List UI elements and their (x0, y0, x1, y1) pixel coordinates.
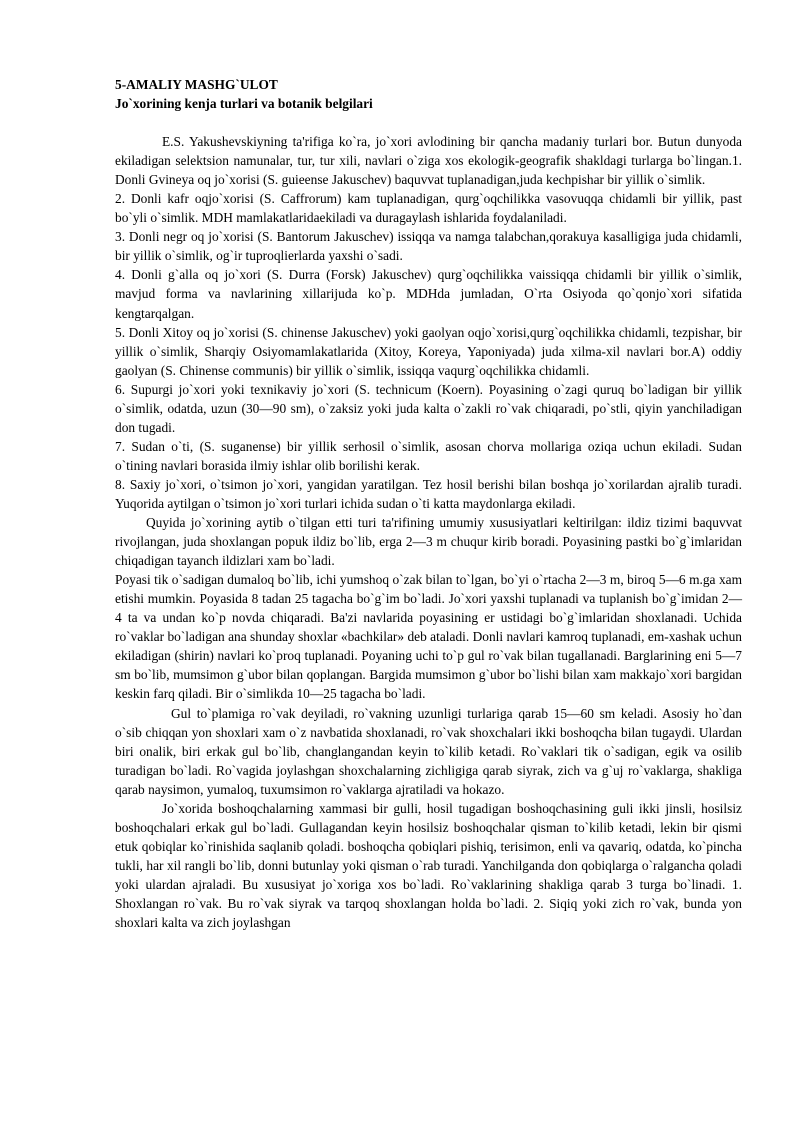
paragraph-intro: E.S. Yakushevskiyning ta'rifiga ko`ra, jo`xori avlodining bir qancha madaniy turlari bor. Butun dunyoda ekiladigan selektsion namunalar, tur, tur xili, navlari o`ziga xos ekologik-geografik shakldagi turlarga bo`lingan.1. Donli Gvineya oq jo`xorisi (S. guieense Jakuschev) baquvvat tuplanadigan,juda kechpishar bir yillik o`simlik. (115, 134, 742, 188)
paragraph-item-8: 8. Saxiy jo`xori, o`tsimon jo`xori, yangidan yaratilgan. Tez hosil berishi bilan boshqa jo`xorilardan ajralib turadi. Yuqorida aytilgan o`tsimon jo`xori turlari ichida sudan o`ti katta maydonlarga ekiladi. (115, 476, 742, 511)
spacer (115, 113, 742, 132)
paragraph-item-6: 6. Supurgi jo`xori yoki texnikaviy jo`xori (S. technicum (Koern). Poyasining o`zagi quruq bo`ladigan bir yillik o`simlik, odatda, uzun (30—90 sm), o`zaksiz yoki juda kalta o`zakli ro`vak chiqaradi, po`stli, qiyin yanchiladigan don tugadi. (115, 381, 742, 435)
document-subtitle: Jo`xorining kenja turlari va botanik belgilari (115, 96, 373, 112)
paragraph-item-2: 2. Donli kafr oqjo`xorisi (S. Caffrorum) kam tuplanadigan, qurg`oqchilikka vasovuqqa chidamli bir yillik, past bo`yli o`simlik. MDH mamlakatlaridaekiladi va duragaylash ishlarida foydalaniladi. (115, 191, 742, 226)
paragraph-item-5: 5. Donli Xitoy oq jo`xorisi (S. chinense Jakuschev) yoki gaolyan oqjo`xorisi,qurg`oqchilikka chidamli, tezpishar, bir yillik o`simlik, Sharqiy Osiyomamlakatlarida (Xitoy, Koreya, Yaponiyada) juda xilma-xil navlari bor.A) oddiy gaolyan (S. Chinense communis) bir yillik o`simlik, issiqqa vaqurg`oqchilikka chidamli. (115, 324, 742, 378)
paragraph-panicle: Gul to`plamiga ro`vak deyiladi, ro`vakning uzunligi turlariga qarab 15—60 sm keladi. Asosiy ho`dan o`sib chiqqan yon shoxlari xam o`z navbatida shoxlanadi, ro`vak shoxchalari ikki boshoqcha bilan tugaydi. Ulardan biri onalik, biri erkak gul bo`lib, changlangandan keyin to`kilib ketadi. Ro`vaklari tik o`sadigan, egik va osilib turadigan bo`ladi. Ro`vagida joylashgan shoxchalarning zichligiga qarab siyrak, zich va g`uj ro`vaklarga, shakliga qarab naysimon, yumaloq, tuxumsimon ro`vaklarga ajratiladi va hokazo. (115, 705, 742, 797)
paragraph-item-4: 4. Donli g`alla oq jo`xori (S. Durra (Forsk) Jakuschev) qurg`oqchilikka vaissiqqa chidamli bir yillik o`simlik, mavjud forma va navlarining xillarijuda ko`p. MDHda jumladan, O`rta Osiyoda qo`qonjo`xori sifatida kengtarqalgan. (115, 267, 742, 321)
paragraph-item-3: 3. Donli negr oq jo`xorisi (S. Bantorum Jakuschev) issiqqa va namga talabchan,qorakuya kasalligiga juda chidamli, bir yillik o`simlik, og`ir tuproqlierlarda yaxshi o`sadi. (115, 229, 742, 264)
paragraph-stem: Poyasi tik o`sadigan dumaloq bo`lib, ichi yumshoq o`zak bilan to`lgan, bo`yi o`rtacha 2—3 m, biroq 5—6 m.ga xam etishi mumkin. Poyasida 8 tadan 25 tagacha bo`g`im bo`ladi. Jo`xori yaxshi tuplanadi va tuplanish bo`g`imidan 2—4 ta va undan ko`p novda chiqaradi. Ba'zi navlarida poyasining er ustidagi bo`g`imlaridan shoxlanadi. Uchida ro`vaklar bo`ladigan ana shunday shoxlar «bachkilar» deb ataladi. Donli navlari kamroq tuplanadi, em-xashak uchun ekiladigan (shirin) navlari ko`proq tuplanadi. Poyaning uchi to`p gul ro`vak bilan tugallanadi. Barglarining eni 5—7 sm bo`lib, mumsimon g`ubor bilan qoplangan. Bargida mumsimon g`ubor bo`lishi bilan xam makkajo`xori bargidan keskin farq qiladi. Bir o`simlikda 10—25 tagacha bo`ladi. (115, 572, 742, 702)
document-body (115, 75, 742, 932)
document-title: 5-AMALIY MASHG`ULOT (115, 77, 278, 92)
paragraph-item-7: 7. Sudan o`ti, (S. suganense) bir yillik serhosil o`simlik, asosan chorva mollariga oziqa uchun ekiladi. Sudan o`tining navlari borasida ilmiy ishlar olib borilishi kerak. (115, 438, 742, 473)
paragraph-spikelets: Jo`xorida boshoqchalarning xammasi bir gulli, hosil tugadigan boshoqchasining guli ikki jinsli, hosilsiz boshoqchalari erkak gul bo`ladi. Gullagandan keyin hosilsiz boshoqchalar qisman to`kilib ketadi, lekin bir qismi etuk qobiqlar ko`rinishida saqlanib qoladi. boshoqcha qobiqlari pishiq, terisimon, enli va qavariq, odatda, ko`pincha tukli, har xil rangli bo`lib, donni butunlay yoki qisman o`rab turadi. Yanchilganda don qobiqlarga o`ralgancha qoladi yoki ulardan ajraladi. Bu xususiyat jo`xoriga xos bo`ladi. Ro`vaklarining shakliga qarab 3 turga bo`linadi. 1. Shoxlangan ro`vak. Bu ro`vak siyrak va tarqoq shoxlangan holda bo`ladi. 2. Siqiq yoki zich ro`vak, bunda yon shoxlari kalta va zich joylashgan (115, 800, 742, 931)
paragraph-general-features: Quyida jo`xorining aytib o`tilgan etti turi ta'rifining umumiy xususiyatlari keltirilgan: ildiz tizimi baquvvat rivojlangan, juda shoxlangan popuk ildiz bo`lib, erga 2—3 m chuqur kirib boradi. Poyasining pastki bo`g`imlaridan chiqadigan tayanch ildizlari xam bo`ladi. (115, 515, 742, 569)
